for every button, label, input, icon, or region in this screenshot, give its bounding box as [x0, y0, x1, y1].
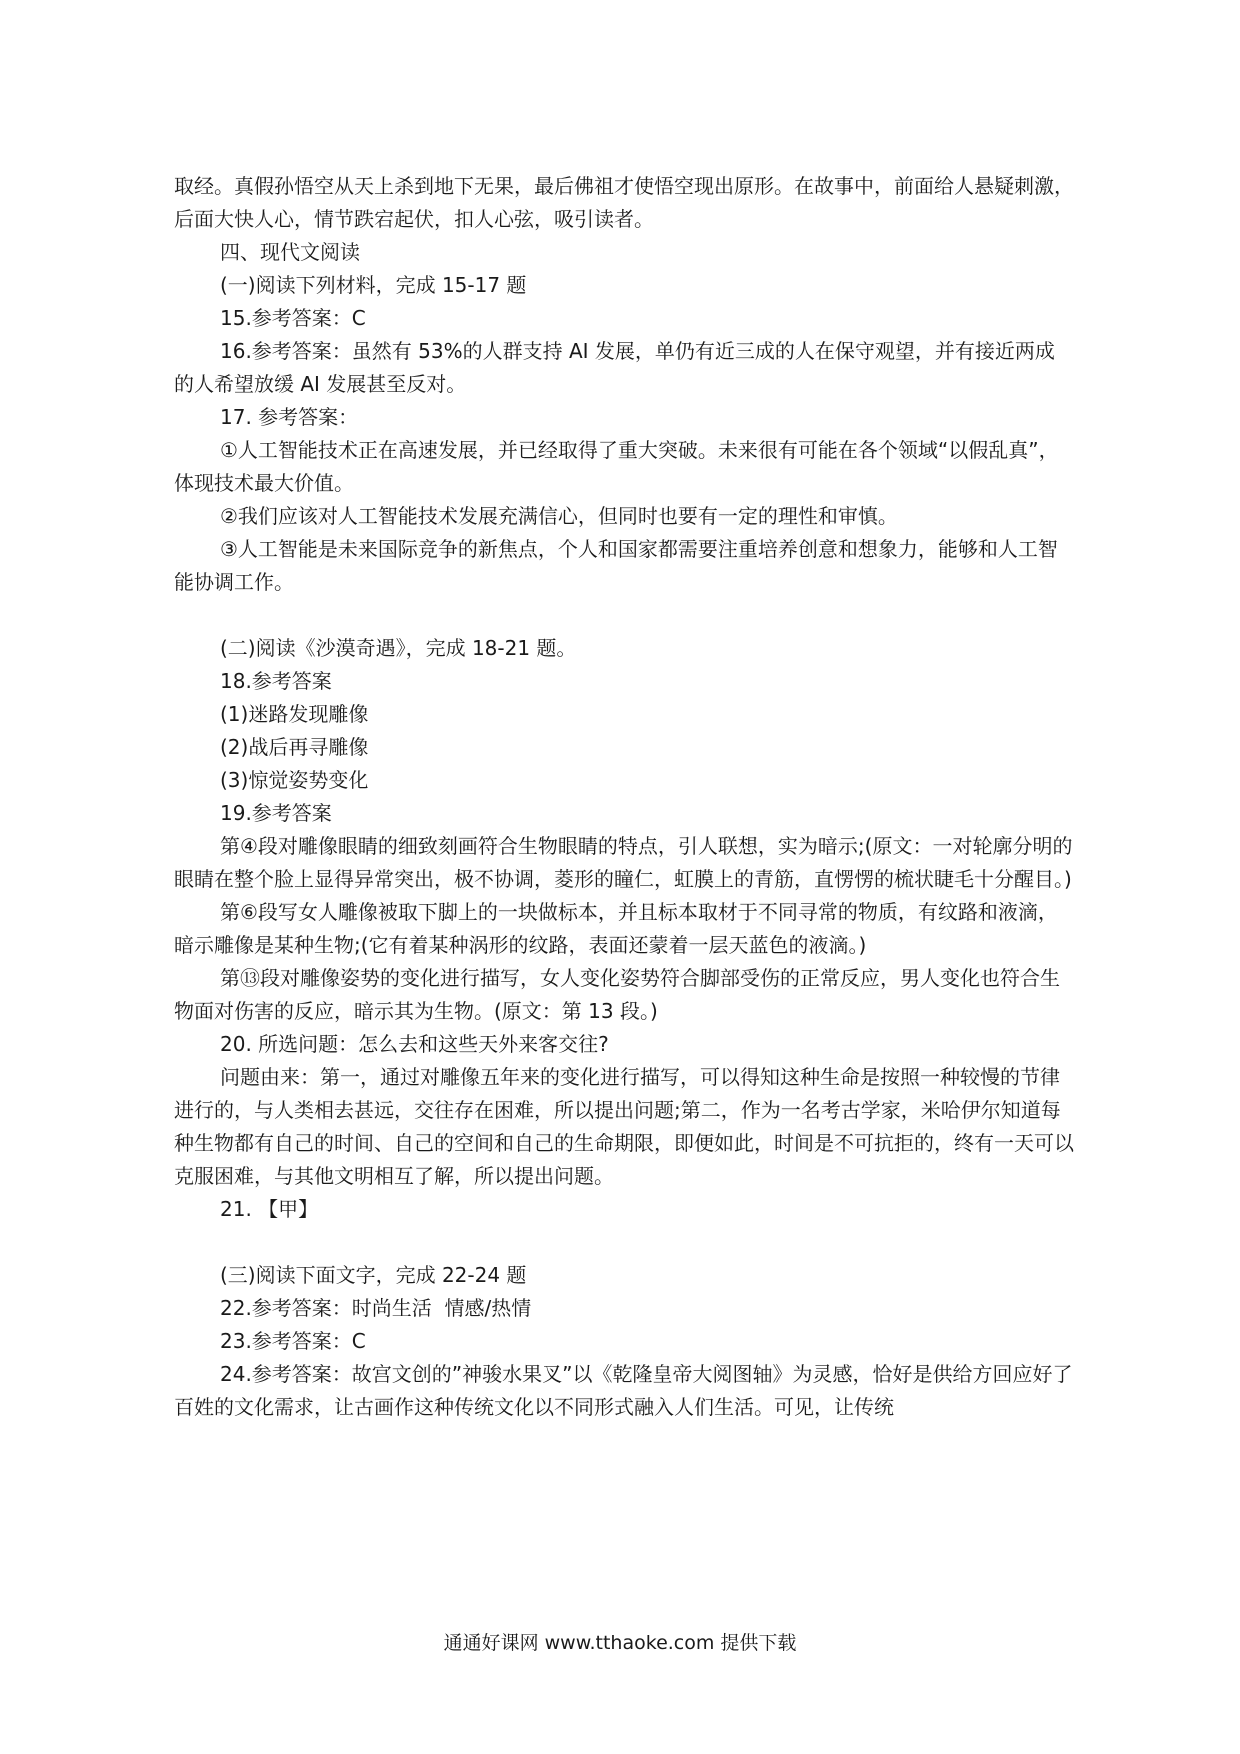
answer-22: 22.参考答案：时尚生活 情感/热情	[220, 1296, 532, 1320]
section-heading-modern-reading: 四、现代文阅读	[220, 240, 360, 264]
answer-18-item-2: (2)战后再寻雕像	[220, 735, 369, 759]
paragraph-0: 取经。真假孙悟空从天上杀到地下无果，最后佛祖才使悟空现出原形。在故事中，前面给人悬疑刺激，后面大快人心，情节跌宕起伏，扣人心弦，吸引读者。	[174, 174, 1074, 231]
answer-19-heading: 19.参考答案	[220, 801, 332, 825]
blank-line	[174, 1226, 1074, 1259]
subsection-heading-1: (一)阅读下列材料，完成 15-17 题	[220, 273, 527, 297]
answer-21: 21. 【甲】	[220, 1197, 319, 1221]
answer-19-point-2: 第⑥段写女人雕像被取下脚上的一块做标本，并且标本取材于不同寻常的物质，有纹路和液滴，暗示雕像是某种生物;(它有着某种涡形的纹路，表面还蒙着一层天蓝色的液滴。)	[174, 900, 1058, 957]
answer-23: 23.参考答案：C	[220, 1329, 366, 1353]
subsection-heading-3: (三)阅读下面文字，完成 22-24 题	[220, 1263, 527, 1287]
answer-17-point-3: ③人工智能是未来国际竞争的新焦点，个人和国家都需要注重培养创意和想象力，能够和人工智能协调工作。	[174, 537, 1058, 594]
answer-15: 15.参考答案：C	[220, 306, 366, 330]
answer-20-question: 20. 所选问题：怎么去和这些天外来客交往?	[220, 1032, 609, 1056]
document-body	[174, 170, 1074, 1424]
answer-19-point-3: 第⑬段对雕像姿势的变化进行描写，女人变化姿势符合脚部受伤的正常反应，男人变化也符合生物面对伤害的反应，暗示其为生物。(原文：第 13 段。)	[174, 966, 1060, 1023]
answer-24: 24.参考答案：故宫文创的”神骏水果叉”以《乾隆皇帝大阅图轴》为灵感，恰好是供给方回应好了百姓的文化需求，让古画作这种传统文化以不同形式融入人们生活。可见，让传统	[174, 1362, 1073, 1419]
answer-16: 16.参考答案：虽然有 53%的人群支持 AI 发展，单仍有近三成的人在保守观望，并有接近两成的人希望放缓 AI 发展甚至反对。	[174, 339, 1055, 396]
answer-17-point-2: ②我们应该对人工智能技术发展充满信心，但同时也要有一定的理性和审慎。	[220, 504, 898, 528]
answer-19-point-1: 第④段对雕像眼睛的细致刻画符合生物眼睛的特点，引人联想，实为暗示;(原文：一对轮廓分明的眼睛在整个脸上显得异常突出，极不协调，菱形的瞳仁，虹膜上的青筋，直愣愣的梳状睫毛十分醒目。)	[174, 834, 1073, 891]
answer-20-reason: 问题由来：第一，通过对雕像五年来的变化进行描写，可以得知这种生命是按照一种较慢的节律进行的，与人类相去甚远，交往存在困难，所以提出问题;第二，作为一名考古学家，米哈伊尔知道每种生物都有自己的时间、自己的空间和自己的生命期限，即便如此，时间是不可抗拒的，终有一天可以克服困难，与其他文明相互了解，所以提出问题。	[174, 1065, 1074, 1188]
answer-17-point-1: ①人工智能技术正在高速发展，并已经取得了重大突破。未来很有可能在各个领域“以假乱真”，体现技术最大价值。	[174, 438, 1059, 495]
answer-18-item-3: (3)惊觉姿势变化	[220, 768, 369, 792]
answer-18-heading: 18.参考答案	[220, 669, 332, 693]
page-footer: 通通好课网 www.tthaoke.com 提供下载	[443, 1632, 797, 1654]
answer-18-item-1: (1)迷路发现雕像	[220, 702, 369, 726]
answer-17-heading: 17. 参考答案：	[220, 405, 359, 429]
blank-line	[174, 599, 1074, 632]
subsection-heading-2: (二)阅读《沙漠奇遇》，完成 18-21 题。	[220, 636, 577, 660]
